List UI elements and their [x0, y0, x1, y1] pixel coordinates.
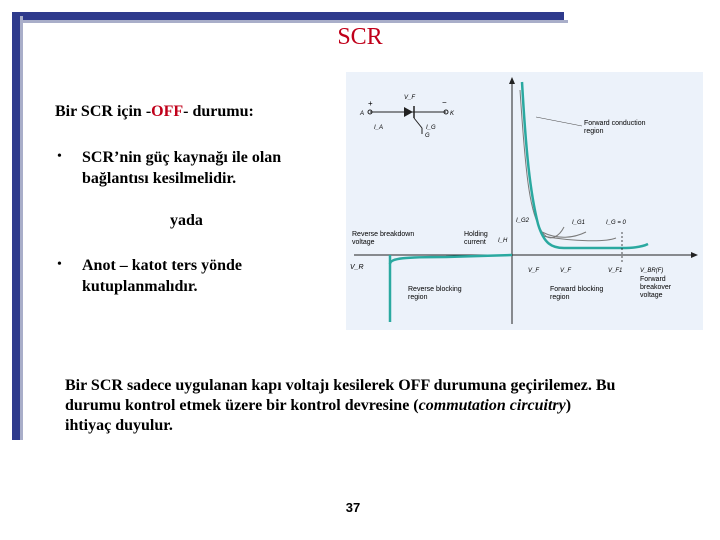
forward-breakover-label-3: voltage	[640, 292, 663, 299]
gate-curve-ig1	[542, 232, 586, 237]
reverse-blocking-curve	[390, 255, 512, 264]
note-line-2-suffix: )	[565, 397, 572, 414]
commutation-note	[65, 376, 705, 436]
x-axis-arrow	[691, 252, 698, 258]
ig2-label: I_G2	[516, 218, 530, 224]
bullet-2-line-2: kutuplanmalıdır.	[82, 278, 198, 295]
reverse-axis-label: V_R	[350, 264, 364, 271]
forward-conduction-label-1: Forward conduction	[584, 120, 646, 127]
ig0-label: I_G = 0	[606, 220, 626, 226]
reverse-breakdown-label-1: Reverse breakdown	[352, 231, 415, 238]
circuit-vf: V_F	[404, 95, 416, 101]
heading-off-word: OFF	[151, 103, 184, 120]
forward-breakover-label-1: Forward	[640, 276, 666, 283]
reverse-breakdown-label-2: voltage	[352, 239, 375, 246]
vf1-tick-label: V_F1	[608, 268, 623, 274]
slide-frame-left-bar	[12, 12, 20, 440]
circuit-plus: +	[368, 99, 373, 108]
forward-conduction-leader	[536, 117, 582, 126]
circuit-cathode: K	[450, 111, 455, 117]
circuit-minus: −	[442, 98, 447, 107]
note-line-1: Bir SCR sadece uygulanan kapı voltajı kesilerek OFF durumuna geçirilemez. Bu	[65, 377, 616, 394]
circuit-gate: G	[425, 133, 430, 139]
bullet-1-text	[82, 147, 281, 189]
holding-current-label-1: Holding	[464, 231, 488, 238]
note-line-3: ihtiyaç duyulur.	[65, 417, 173, 434]
circuit-ia: I_A	[374, 125, 384, 131]
holding-current-label-2: current	[464, 239, 486, 246]
bullet-2-text	[82, 255, 242, 297]
circuit-ig: I_G	[426, 125, 436, 131]
vf-tick-label-2: V_F	[560, 268, 572, 274]
scr-circuit-symbol	[359, 95, 455, 139]
page-number: 37	[345, 500, 361, 515]
gate-curve-ig0	[542, 236, 616, 241]
forward-blocking-label-1: Forward blocking	[550, 286, 604, 293]
reverse-blocking-label-2: region	[408, 294, 428, 301]
vbr-label: V_BR(F)	[640, 268, 664, 274]
heading-prefix: Bir SCR için -	[55, 103, 152, 120]
off-condition-heading	[55, 103, 254, 121]
note-line-2-italic: commutation circuitry	[418, 397, 566, 414]
reverse-blocking-label-1: Reverse blocking	[408, 286, 462, 293]
forward-conduction-label-2: region	[584, 128, 604, 135]
note-line-2	[65, 396, 705, 416]
forward-breakover-label-2: breakover	[640, 284, 672, 291]
slide-title: SCR	[337, 24, 383, 50]
bullet-1-line-1: SCR’nin güç kaynağı ile olan	[82, 149, 282, 166]
ig1-label: I_G1	[572, 220, 586, 226]
scr-characteristic-diagram	[346, 72, 703, 330]
or-text: yada	[170, 212, 203, 229]
heading-suffix: - durumu:	[183, 103, 254, 120]
ih-label: I_H	[498, 238, 508, 244]
y-axis-arrow	[509, 77, 515, 84]
forward-blocking-label-2: region	[550, 294, 570, 301]
slide-frame-left-shadow	[20, 16, 23, 440]
bullet-marker-2: •	[57, 257, 62, 272]
bullet-2-line-1: Anot – katot ters yönde	[82, 257, 242, 274]
bullet-marker-1: •	[57, 149, 62, 164]
note-line-2-prefix: durumu kontrol etmek üzere bir kontrol devresine (	[65, 397, 419, 414]
scr-characteristic-svg	[346, 72, 703, 330]
slide-frame-top-shadow	[16, 20, 568, 23]
gate-curve-ig2	[520, 90, 564, 238]
slide-frame-top-bar	[12, 12, 564, 20]
bullet-1-line-2: bağlantısı kesilmelidir.	[82, 170, 237, 187]
circuit-anode: A	[360, 111, 365, 117]
vf-tick-label-1: V_F	[528, 268, 540, 274]
